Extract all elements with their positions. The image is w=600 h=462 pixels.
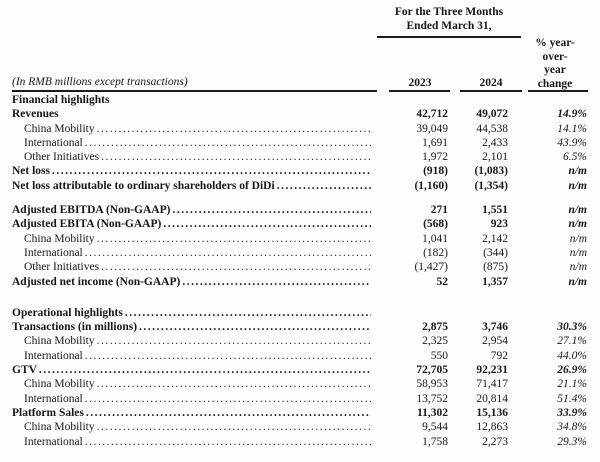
table-row: [12, 246, 588, 260]
row-label: International: [24, 136, 83, 149]
value-2024: 923: [490, 218, 508, 231]
unit-note: (In RMB millions except transactions): [12, 76, 188, 88]
value-2024: 92,231: [476, 364, 508, 377]
value-2023: 2,875: [422, 321, 448, 334]
dot-leader: [182, 275, 371, 289]
value-2023: 39,049: [416, 122, 448, 135]
row-label: China Mobility: [24, 378, 95, 391]
header-rule-2023: [389, 90, 450, 92]
value-yoy-change: 27.1%: [557, 335, 587, 348]
dot-leader-dots: [97, 334, 371, 348]
table-row: [12, 334, 588, 348]
dot-leader-dots: [97, 122, 371, 136]
value-yoy-change: 14.1%: [557, 122, 587, 135]
value-2023: 1,041: [422, 232, 448, 245]
dot-leader: [85, 246, 371, 260]
value-2024: 49,072: [476, 108, 508, 121]
table-row: [12, 164, 588, 178]
value-2023: 271: [430, 204, 448, 217]
value-yoy-change: n/m: [569, 232, 587, 245]
value-yoy-change: n/m: [568, 179, 587, 192]
row-label: Platform Sales: [12, 406, 84, 419]
row-label: GTV: [12, 364, 37, 377]
dot-leader: [101, 260, 371, 274]
dot-leader: [172, 203, 371, 217]
dot-leader-dots: [139, 320, 371, 334]
dot-leader-dots: [97, 232, 371, 246]
value-2024: 1,357: [482, 275, 508, 288]
dot-leader-dots: [52, 164, 371, 178]
value-2023: 42,712: [416, 108, 448, 121]
dot-leader-dots: [97, 420, 371, 434]
row-label: Adjusted EBITDA (Non-GAAP): [12, 204, 171, 217]
table-row: [12, 136, 588, 150]
table-row: [12, 275, 588, 289]
row-label: Net loss: [12, 165, 51, 178]
row-label: China Mobility: [24, 335, 95, 348]
value-2023: 2,325: [422, 335, 448, 348]
value-2024: (875): [483, 261, 508, 274]
dot-leader: [139, 320, 371, 334]
value-2023: 1,972: [422, 151, 448, 164]
row-label: Other Initiatives: [24, 261, 100, 274]
table-row: [12, 420, 588, 434]
value-2023: 11,302: [417, 406, 448, 419]
dot-leader-dots: [125, 306, 371, 320]
table-row: [12, 392, 588, 406]
dot-leader: [61, 107, 371, 121]
table-row: [12, 217, 588, 231]
value-2024: 2,273: [482, 435, 508, 448]
row-label: Adjusted net income (Non-GAAP): [12, 275, 181, 288]
section-spacer: [12, 289, 588, 306]
value-2023: 1,691: [422, 136, 448, 149]
dot-leader-dots: [97, 377, 371, 391]
table-row: [12, 179, 588, 193]
value-2023: 550: [430, 349, 448, 362]
value-yoy-change: 34.8%: [557, 421, 587, 434]
table-row: [12, 349, 588, 363]
dot-leader: [97, 334, 371, 348]
value-2024: (1,354): [474, 179, 508, 192]
value-yoy-change: 30.3%: [557, 321, 587, 334]
dot-leader: [39, 363, 371, 377]
section-spacer: [12, 193, 588, 203]
yoy-column-header: [522, 37, 588, 91]
value-2023: 58,953: [416, 378, 448, 391]
value-2024: 3,746: [482, 321, 508, 334]
value-2024: (344): [483, 246, 508, 259]
dot-leader: [97, 122, 371, 136]
value-2024: 1,551: [482, 204, 508, 217]
column-header-2024: 2024: [479, 77, 503, 89]
value-2024: 20,814: [476, 392, 508, 405]
row-label: Adjusted EBITA (Non-GAAP): [12, 218, 162, 231]
value-2023: 9,544: [422, 421, 448, 434]
dot-leader-dots: [39, 363, 371, 377]
row-label: China Mobility: [24, 421, 95, 434]
row-label: China Mobility: [24, 232, 95, 245]
dot-leader-dots: [101, 150, 371, 164]
value-yoy-change: 26.9%: [557, 364, 587, 377]
value-yoy-change: n/m: [568, 165, 587, 178]
yoy-line-3: year: [544, 64, 566, 76]
dot-leader: [85, 136, 371, 150]
row-label: Transactions (in millions): [12, 321, 138, 334]
value-2023: 1,758: [422, 435, 448, 448]
dot-leader: [101, 150, 371, 164]
table-row: [12, 435, 588, 449]
table-row: [12, 232, 588, 246]
row-label: International: [24, 246, 83, 259]
value-2024: 2,142: [482, 232, 508, 245]
dot-leader: [85, 349, 371, 363]
table-row: [12, 320, 588, 334]
value-yoy-change: n/m: [569, 246, 587, 259]
table-row: [12, 363, 588, 377]
table-row: [12, 93, 588, 107]
dot-leader: [97, 420, 371, 434]
column-header-2023: 2023: [408, 77, 432, 89]
row-label: International: [24, 349, 83, 362]
row-label: China Mobility: [24, 122, 95, 135]
dot-leader-dots: [182, 275, 371, 289]
dot-leader: [111, 93, 371, 107]
dot-leader-dots: [277, 179, 371, 193]
period-line-1: For the Three Months: [394, 6, 504, 18]
dot-leader-dots: [85, 392, 371, 406]
value-yoy-change: 51.4%: [557, 392, 587, 405]
value-yoy-change: 43.9%: [557, 136, 587, 149]
header-rule-2024: [460, 90, 522, 92]
dot-leader: [85, 392, 371, 406]
row-label: International: [24, 392, 83, 405]
dot-leader-dots: [101, 260, 371, 274]
table-row: [12, 122, 588, 136]
value-yoy-change: n/m: [569, 261, 587, 274]
dot-leader: [86, 406, 371, 420]
yoy-line-4: change: [537, 77, 573, 90]
value-yoy-change: 14.9%: [557, 108, 587, 121]
dot-leader: [52, 164, 371, 178]
value-2023: (1,427): [414, 261, 448, 274]
value-yoy-change: 21.1%: [557, 378, 587, 391]
yoy-line-1: % year-: [535, 37, 575, 49]
value-2023: 52: [436, 275, 448, 288]
dot-leader-dots: [85, 435, 371, 449]
dot-leader: [277, 179, 371, 193]
value-2024: 12,863: [476, 421, 508, 434]
dot-leader: [85, 435, 371, 449]
dot-leader: [97, 232, 371, 246]
dot-leader: [125, 306, 371, 320]
row-label: Net loss attributable to ordinary shareholders of DiDi: [12, 179, 275, 192]
value-2024: 2,101: [482, 151, 508, 164]
value-2024: (1,083): [474, 165, 508, 178]
table-row: [12, 260, 588, 274]
row-label: Operational highlights: [12, 306, 123, 319]
value-2024: 71,417: [476, 378, 508, 391]
dot-leader-dots: [85, 246, 371, 260]
value-yoy-change: 29.3%: [557, 435, 587, 448]
value-2023: 72,705: [416, 364, 448, 377]
dot-leader-dots: [163, 217, 371, 231]
value-2024: 44,538: [476, 122, 508, 135]
value-2023: (568): [423, 218, 448, 231]
value-2023: (182): [423, 246, 448, 259]
yoy-line-2: over-: [542, 50, 568, 63]
period-line-2: Ended March 31,: [406, 20, 492, 32]
dot-leader-dots: [172, 203, 371, 217]
value-2023: (918): [423, 165, 448, 178]
table-row: [12, 107, 588, 121]
value-yoy-change: 44.0%: [557, 349, 587, 362]
table-row: [12, 203, 588, 217]
row-label: International: [24, 435, 83, 448]
table-row: [12, 150, 588, 164]
value-2024: 792: [490, 349, 508, 362]
row-label: Financial highlights: [12, 94, 110, 106]
value-2024: 15,136: [476, 406, 508, 419]
value-yoy-change: n/m: [568, 204, 587, 217]
value-2024: 2,433: [482, 136, 508, 149]
value-yoy-change: n/m: [568, 218, 587, 231]
table-row: [12, 306, 588, 320]
value-2024: 2,954: [482, 335, 508, 348]
value-yoy-change: n/m: [568, 275, 587, 288]
dot-leader-dots: [85, 349, 371, 363]
dot-leader-dots: [85, 136, 371, 150]
row-label: Other Initiatives: [24, 151, 100, 164]
period-column-header: [377, 5, 521, 38]
value-2023: (1,160): [414, 179, 448, 192]
table-row: [12, 377, 588, 391]
value-yoy-change: 33.9%: [557, 406, 587, 419]
header-rule-change: [528, 90, 588, 92]
dot-leader-dots: [86, 406, 371, 420]
value-2023: 13,752: [416, 392, 448, 405]
dot-leader: [97, 377, 371, 391]
dot-leader: [163, 217, 371, 231]
table-rows: [0, 93, 600, 449]
table-header: [0, 0, 600, 93]
value-yoy-change: 6.5%: [563, 151, 587, 164]
header-rule-label: [12, 90, 377, 92]
table-row: [12, 406, 588, 420]
row-label: Revenues: [12, 108, 59, 121]
